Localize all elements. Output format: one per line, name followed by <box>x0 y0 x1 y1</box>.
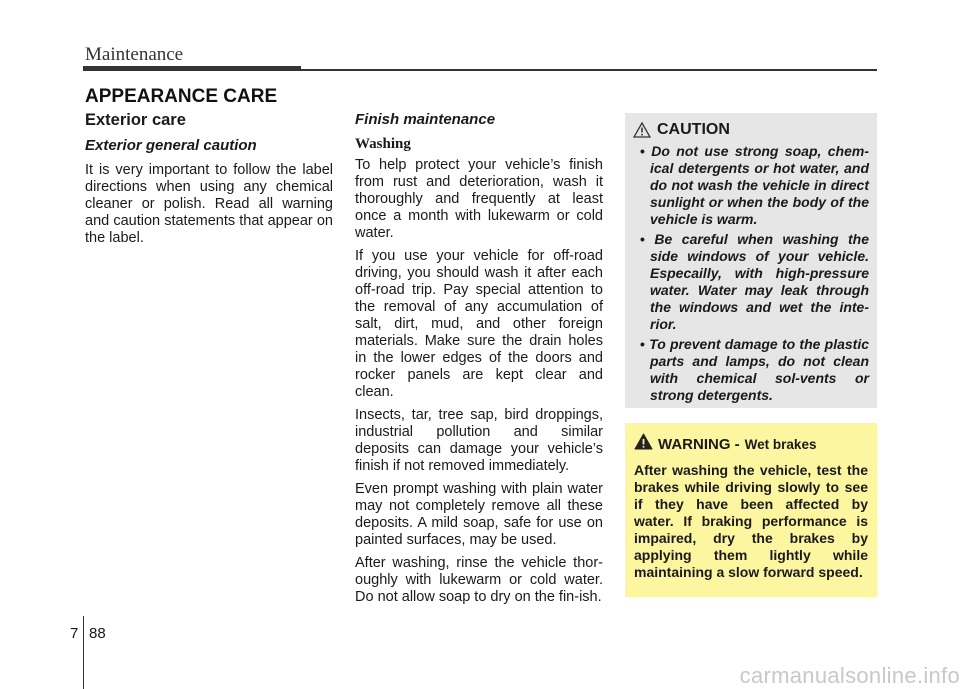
warning-box <box>625 423 877 597</box>
washing-paragraph: Insects, tar, tree sap, bird droppings, industrial pollution and similar deposits can damage your vehicle’s finish if not removed immediately. <box>355 407 603 474</box>
warning-subtitle: Wet brakes <box>744 436 817 452</box>
washing-subheading: Washing <box>355 136 411 152</box>
middle-column <box>355 110 603 612</box>
warning-triangle-filled-icon <box>634 433 653 455</box>
running-header: Maintenance <box>85 44 184 65</box>
warning-title: WARNING - <box>658 435 740 453</box>
caution-header <box>633 121 869 139</box>
footer-rule <box>83 616 84 689</box>
warning-triangle-outline-icon <box>633 122 651 138</box>
finish-maintenance-heading: Finish maintenance <box>355 111 496 128</box>
caution-item: • Be careful when washing the side windows of your vehicle. Especailly, with high-pressure water. Water may leak through the windows and wet the inte-rior. <box>640 231 869 332</box>
caution-item: • To prevent damage to the plastic parts and lamps, do not clean with chemical sol-vents or strong detergents. <box>640 336 869 403</box>
washing-paragraph: To help protect your vehicle’s finish from rust and deterioration, wash it thoroughly and frequently at least once a month with lukewarm or cold water. <box>355 157 603 241</box>
section-title: APPEARANCE CARE <box>85 86 278 107</box>
caution-list <box>633 143 869 404</box>
washing-paragraph: If you use your vehicle for off-road driving, you should wash it after each off-road trip. Pay special attention to the removal of any accumulation of salt, dirt, mud, and other foreign materials. Make sure the drain holes in the lower edges of the doors and rocker panels are kept clear and clean. <box>355 248 603 400</box>
caution-box <box>625 113 877 408</box>
header-rule-thick <box>83 66 301 71</box>
warning-body: After washing the vehicle, test the brakes while driving slowly to see if they have been affected by water. If braking performance is impaired, dry the brakes by applying them lightly while maintaining a slow forward speed. <box>634 462 868 580</box>
exterior-caution-subheading: Exterior general caution <box>85 137 257 154</box>
warning-header <box>634 433 868 455</box>
washing-paragraph: After washing, rinse the vehicle thor-oughly with lukewarm or cold water. Do not allow soap to dry on the fin-ish. <box>355 555 603 605</box>
header-rule-thin <box>301 69 877 71</box>
page-number: 88 <box>89 625 106 642</box>
caution-item: • Do not use strong soap, chem-ical detergents or hot water, and do not wash the vehicle in direct sunlight or when the body of the vehicle is warm. <box>640 143 870 227</box>
watermark: carmanualsonline.info <box>739 663 960 688</box>
left-column <box>85 110 333 253</box>
washing-paragraph: Even prompt washing with plain water may not completely remove all these deposits. A mild soap, safe for use on painted surfaces, may be used. <box>355 481 603 548</box>
exterior-care-heading: Exterior care <box>85 111 186 129</box>
exterior-caution-paragraph: It is very important to follow the label directions when using any chemical cleaner or polish. Read all warning and caution statements that appear on the label. <box>85 162 333 246</box>
chapter-number: 7 <box>70 625 79 642</box>
caution-title: CAUTION <box>657 121 730 138</box>
